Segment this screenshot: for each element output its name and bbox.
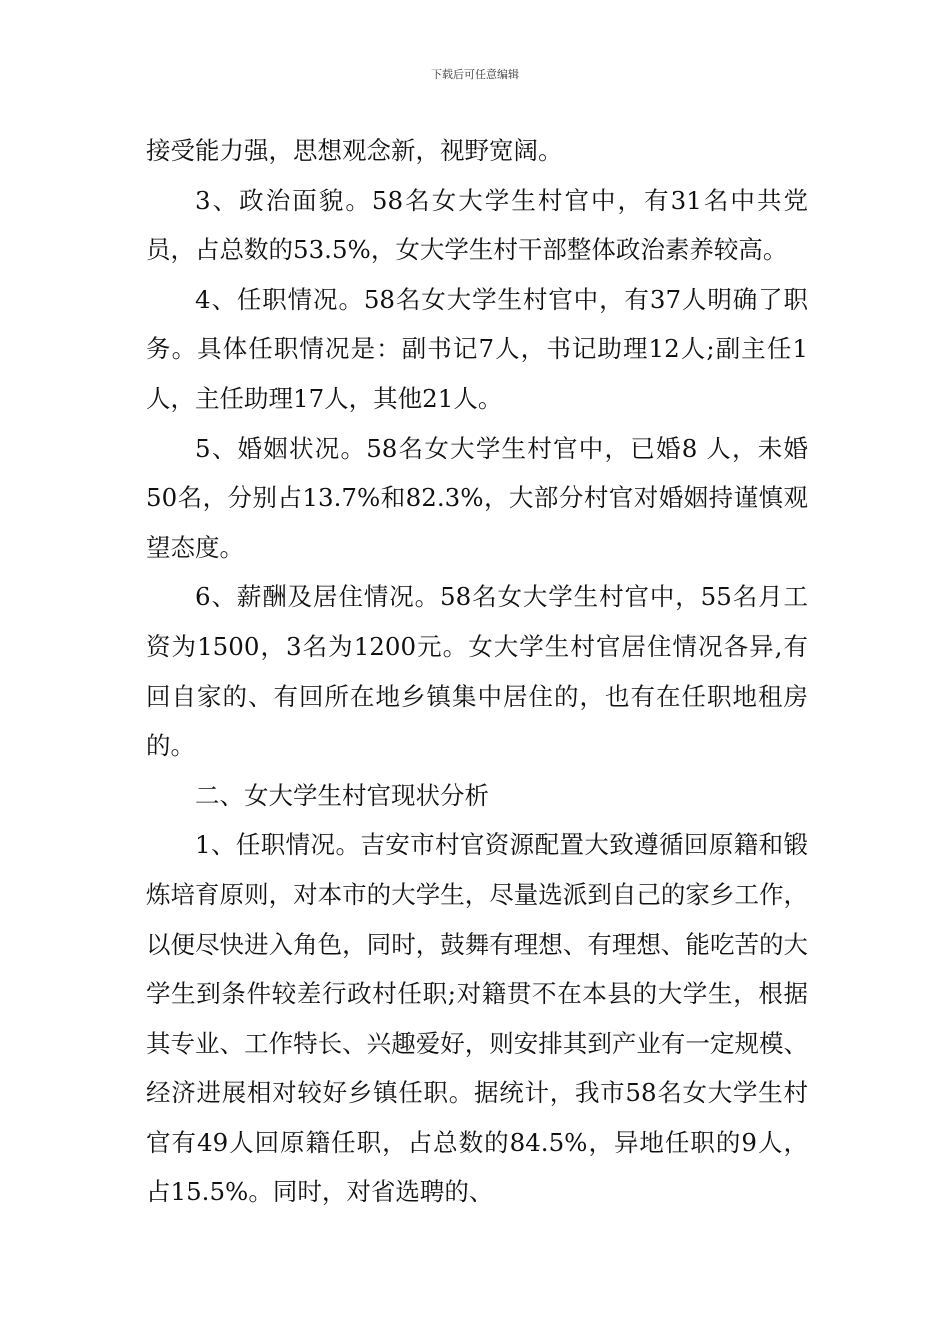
section-heading: 二、女大学生村官现状分析 <box>195 780 489 810</box>
paragraph-salary-housing: 6、薪酬及居住情况。58名女大学生村官中，55名月工资为1500，3名为1200元。女大学生村官居住情况各异,有回自家的、有回所在地乡镇集中居住的，也有在任职地租房的。 <box>146 582 808 761</box>
paragraph-continuation: 接受能力强，思想观念新，视野宽阔。 <box>146 136 563 165</box>
paragraph-political-status: 3、政治面貌。58名女大学生村官中，有31名中共党员，占总数的53.5%，女大学生村干部整体政治素养较高。 <box>146 185 808 265</box>
paragraph-position-status: 4、任职情况。58名女大学生村官中，有37人明确了职务。具体任职情况是：副书记7人，书记助理12人;副主任1人，主任助理17人，其他21人。 <box>146 284 808 413</box>
page-header: 下载后可任意编辑 <box>431 68 519 81</box>
paragraph-marital-status: 5、婚姻状况。58名女大学生村官中，已婚8 人，未婚50名，分别占13.7%和82.3%，大部分村官对婚姻持谨慎观望态度。 <box>146 433 808 562</box>
document-body <box>146 126 808 1217</box>
paragraph-appointment-analysis: 1、任职情况。吉安市村官资源配置大致遵循回原籍和锻炼培育原则，对本市的大学生，尽量选派到自己的家乡工作，以便尽快进入角色，同时，鼓舞有理想、有理想、能吃苦的大学生到条件较差行政村任职;对籍贯不在本县的大学生，根据其专业、工作特长、兴趣爱好，则安排其到产业有一定规模、经济进展相对较好乡镇任职。据统计，我市58名女大学生村官有49人回原籍任职，占总数的84.5%，异地任职的9人，占15.5%。同时，对省选聘的、 <box>146 830 808 1207</box>
